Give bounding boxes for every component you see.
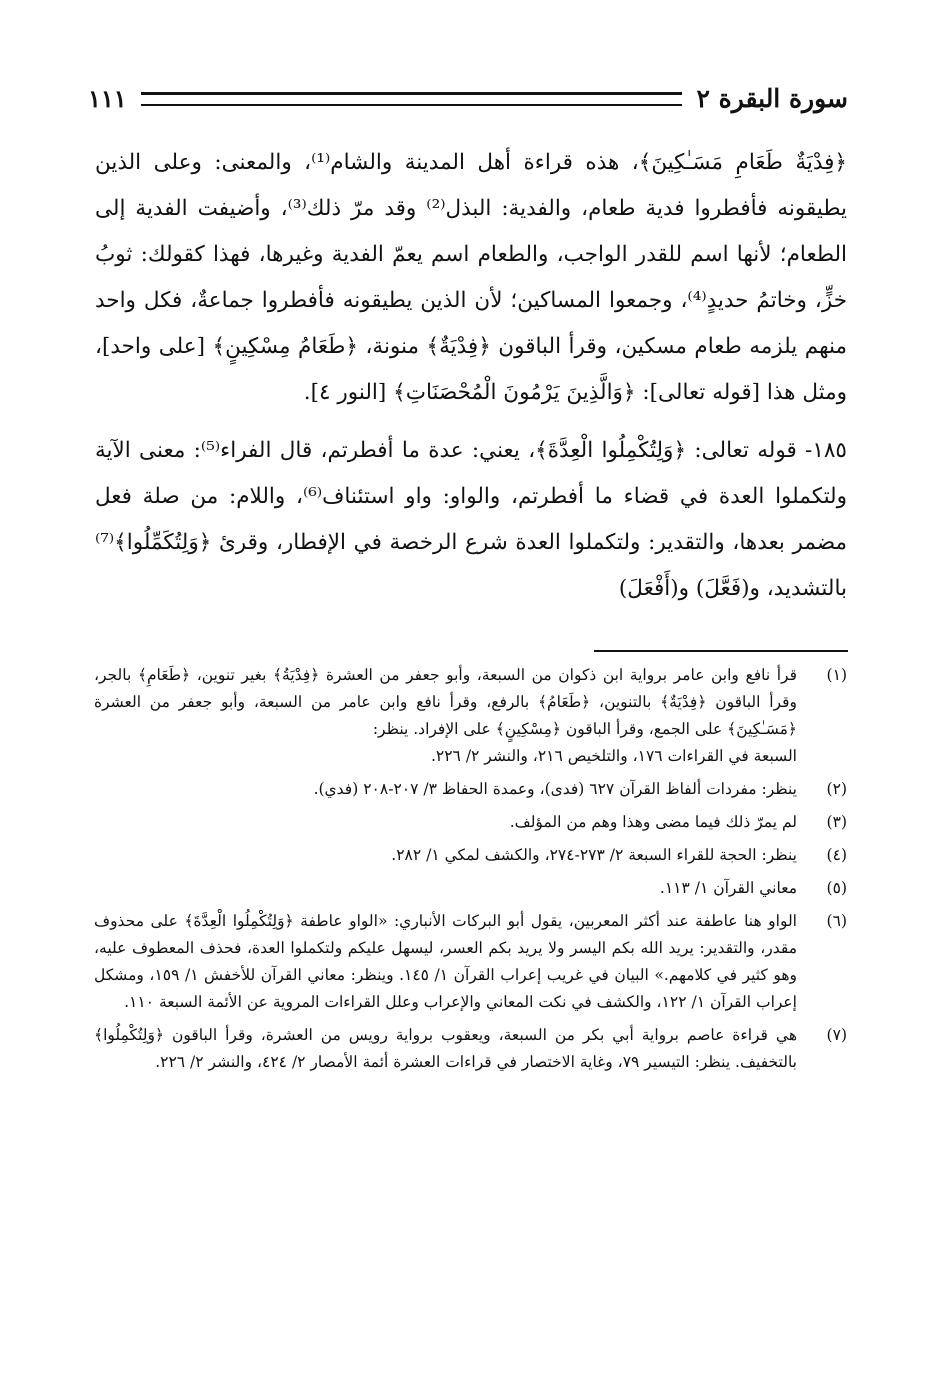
footnote-text [94, 842, 797, 869]
footnote-text [94, 809, 797, 836]
footnote-number: (٣) [826, 813, 847, 831]
footnote-line: هي قراءة عاصم برواية أبي بكر من السبعة، ويعقوب برواية رويس من العشرة، وقرأ الباقون ﴿وَلِتُكْمِلُوا﴾ بالتخفيف. ينظر: التيسير ٧٩، وغاية الاختصار في قراءات العشرة أئمة الأمصار ٢/ ٤٢٤، والنشر ٢/ ٢٢٦. [94, 1026, 797, 1071]
footnote-text [94, 908, 797, 1016]
surah-title: سورة البقرة ٢ [696, 83, 848, 113]
footnote-text [94, 662, 797, 770]
footnote-separator [594, 650, 848, 652]
footnote-text [94, 875, 797, 902]
footnote-line: الواو هنا عاطفة عند أكثر المعربين، يقول أبو البركات الأنباري: «الواو عاطفة ﴿وَلِتُكْمِلُوا الْعِدَّةَ﴾ على محذوف مقدر، والتقدير: يريد الله بكم اليسر ولا يريد بكم العسر، ليسهل عليكم ولتكملوا العدة، فحذف المعطوف عليه، وهو كثير في كلامهم.» البيان في غريب إعراب القرآن ١/ ١٤٥. وينظر: معاني القرآن للأخفش ١/ ١٥٩، ومشكل إعراب القرآن ١/ ١٢٢، والكشف في نكت المعاني والإعراب وعلل القراءات المروية عن الأئمة السبعة ١١٠. [94, 912, 798, 1011]
footnote-line: معاني القرآن ١/ ١١٣. [659, 879, 797, 897]
footnote-5 [94, 875, 847, 902]
main-paragraph-2: ١٨٥- قوله تعالى: ﴿وَلِتُكْمِلُوا الْعِدَّةَ﴾، يعني: عدة ما أفطرتم، قال الفراء⁽⁵⁾: معنى الآية ولتكملوا العدة في قضاء ما أفطرتم، والواو: واو استئناف⁽⁶⁾، واللام: من صلة فعل مضمر بعدها، والتقدير: ولتكملوا العدة شرع الرخصة في الإفطار، وقرئ ﴿وَلِتُكَمِّلُوا﴾⁽⁷⁾ بالتشديد، و(فَعَّلَ) و(أَفْعَلَ) [95, 438, 847, 601]
footnote-line: قرأ نافع وابن عامر برواية ابن ذكوان من السبعة، وأبو جعفر من العشرة ﴿فِدْيَةُ﴾ بغير تنوين، ﴿طَعَامِ﴾ بالجر، وقرأ الباقون ﴿فِدْيَةٌ﴾ بالتنوين، ﴿طَعَامُ﴾ بالرفع، وقرأ نافع وابن عامر من السبعة، وأبو جعفر من العشرة ﴿مَسَـٰكِينَ﴾ على الجمع، وقرأ الباقون ﴿مِسْكِينٍ﴾ على الإفراد. ينظر: [94, 666, 797, 738]
page-header [88, 78, 848, 118]
footnote-line: السبعة في القراءات ١٧٦، والتلخيص ٢١٦، والنشر ٢/ ٢٢٦. [430, 747, 797, 765]
footnote-number: (٧) [826, 1026, 847, 1044]
footnote-number: (٤) [826, 846, 847, 864]
footnote-7 [94, 1022, 847, 1076]
footnote-number: (١) [826, 666, 847, 684]
page-number: ١١١ [88, 83, 127, 113]
footnote-3 [94, 809, 847, 836]
main-paragraph-1: ﴿فِدْيَةٌ طَعَامِ مَسَـٰكِينَ﴾، هذه قراءة أهل المدينة والشام⁽¹⁾، والمعنى: وعلى الذين يطيقونه فأفطروا فدية طعام، والفدية: البذل⁽²⁾ وقد مرّ ذلك⁽³⁾، وأضيفت الفدية إلى الطعام؛ لأنها اسم للقدر الواجب، والطعام اسم يعمّ الفدية وغيرها، فهذا كقولك: ثوبُ خزٍّ، وخاتمُ حديدٍ⁽⁴⁾، وجمعوا المساكين؛ لأن الذين يطيقونه فأفطروا جماعةٌ، فكل واحد منهم يلزمه طعام مسكين، وقرأ الباقون ﴿فِدْيَةٌ﴾ منونة، ﴿طَعَامُ مِسْكِينٍ﴾ [على واحد]، ومثل هذا [قوله تعالى]: ﴿وَالَّذِينَ يَرْمُونَ الْمُحْصَنَاتِ﴾ [النور ٤]. [95, 150, 847, 405]
main-text [95, 140, 847, 612]
footnote-number: (٦) [826, 912, 847, 930]
footnotes [94, 662, 847, 1082]
footnote-4 [94, 842, 847, 869]
footnote-2 [94, 776, 847, 803]
footnote-text [94, 776, 797, 803]
footnote-line: ينظر: مفردات ألفاظ القرآن ٦٢٧ (فدى)، وعمدة الحفاظ ٣/ ٢٠٧-٢٠٨ (فدي). [313, 780, 797, 798]
footnote-text [94, 1022, 797, 1076]
footnote-line: ينظر: الحجة للقراء السبعة ٢/ ٢٧٣-٢٧٤، والكشف لمكي ١/ ٢٨٢. [391, 846, 797, 864]
header-rule [141, 92, 683, 106]
footnote-6 [94, 908, 847, 1016]
footnote-number: (٥) [826, 879, 847, 897]
footnote-number: (٢) [826, 780, 847, 798]
footnote-line: لم يمرّ ذلك فيما مضى وهذا وهم من المؤلف. [509, 813, 797, 831]
footnote-1 [94, 662, 847, 770]
